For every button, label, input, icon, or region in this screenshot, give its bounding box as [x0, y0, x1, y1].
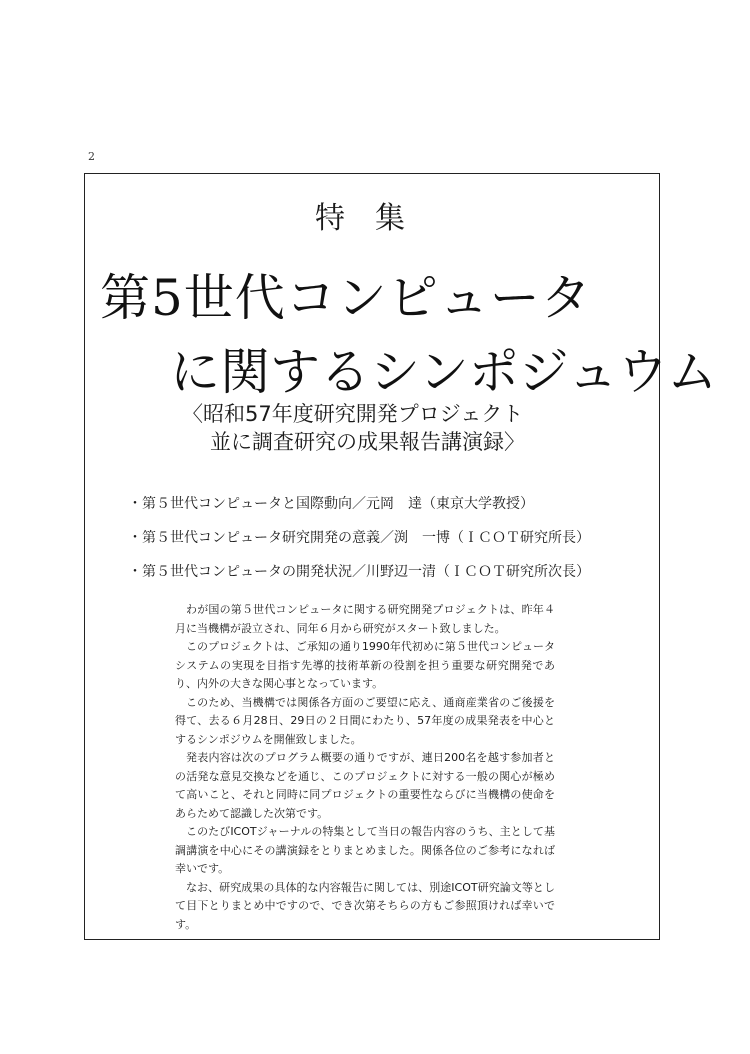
speaker-item-kawanobe: ・第５世代コンピュータの開発状況／川野辺一清（ＩＣＯＴ研究所次長）	[128, 564, 590, 580]
speaker-list	[128, 493, 590, 595]
intro-text	[175, 601, 555, 934]
intro-paragraph: わが国の第５世代コンピュータに関する研究開発プロジェクトは、昨年４月に当機構が設立され、同年６月から研究がスタート致しました。	[175, 603, 555, 635]
intro-paragraph: このプロジェクトは、ご承知の通り1990年代初めに第５世代コンピュータシステムの実現を目指す先導的技術革新の役割を担う重要な研究開発であり、内外の大きな関心事となっています。	[175, 640, 555, 690]
speaker-item-fuchi: ・第５世代コンピュータ研究開発の意義／渕 一博（ＩＣＯＴ研究所長）	[128, 530, 590, 546]
intro-paragraph: なお、研究成果の具体的な内容報告に関しては、別途ICOT研究論文等として目下とりまとめ中ですので、でき次第そちらの方もご参照頂ければ幸いです。	[175, 880, 555, 931]
intro-paragraph: このため、当機構では関係各方面のご要望に応え、通商産業省のご後援を得て、去る６月28日、29日の２日間にわたり、57年度の成果発表を中心とするシンポジウムを開催致しました。	[175, 695, 555, 746]
intro-paragraph: このたびICOTジャーナルの特集として当日の報告内容のうち、主として基調講演を中心にその講演録をとりまとめました。関係各位のご参考になれば幸いです。	[175, 825, 555, 875]
page-number: 2	[88, 150, 95, 163]
subtitle-line-2: 並に調査研究の成果報告講演録〉	[210, 430, 525, 454]
article-title-line-2: に関するシンポジュウム	[170, 343, 718, 401]
subtitle-line-1: 〈昭和57年度研究開発プロジェクト	[182, 402, 524, 426]
speaker-item-motooka: ・第５世代コンピュータと国際動向／元岡 達（東京大学教授）	[128, 496, 534, 512]
article-title-line-1: 第5世代コンピュータ	[100, 269, 592, 327]
intro-paragraph: 発表内容は次のプログラム概要の通りですが、連日200名を越す参加者との活発な意見交換などを通じ、このプロジェクトに対する一般の関心が極めて高いこと、それと同時に同プロジェクトの重要性ならびに当機構の使命をあらためて認識した次第です。	[175, 751, 555, 820]
section-label: 特集	[315, 201, 435, 236]
